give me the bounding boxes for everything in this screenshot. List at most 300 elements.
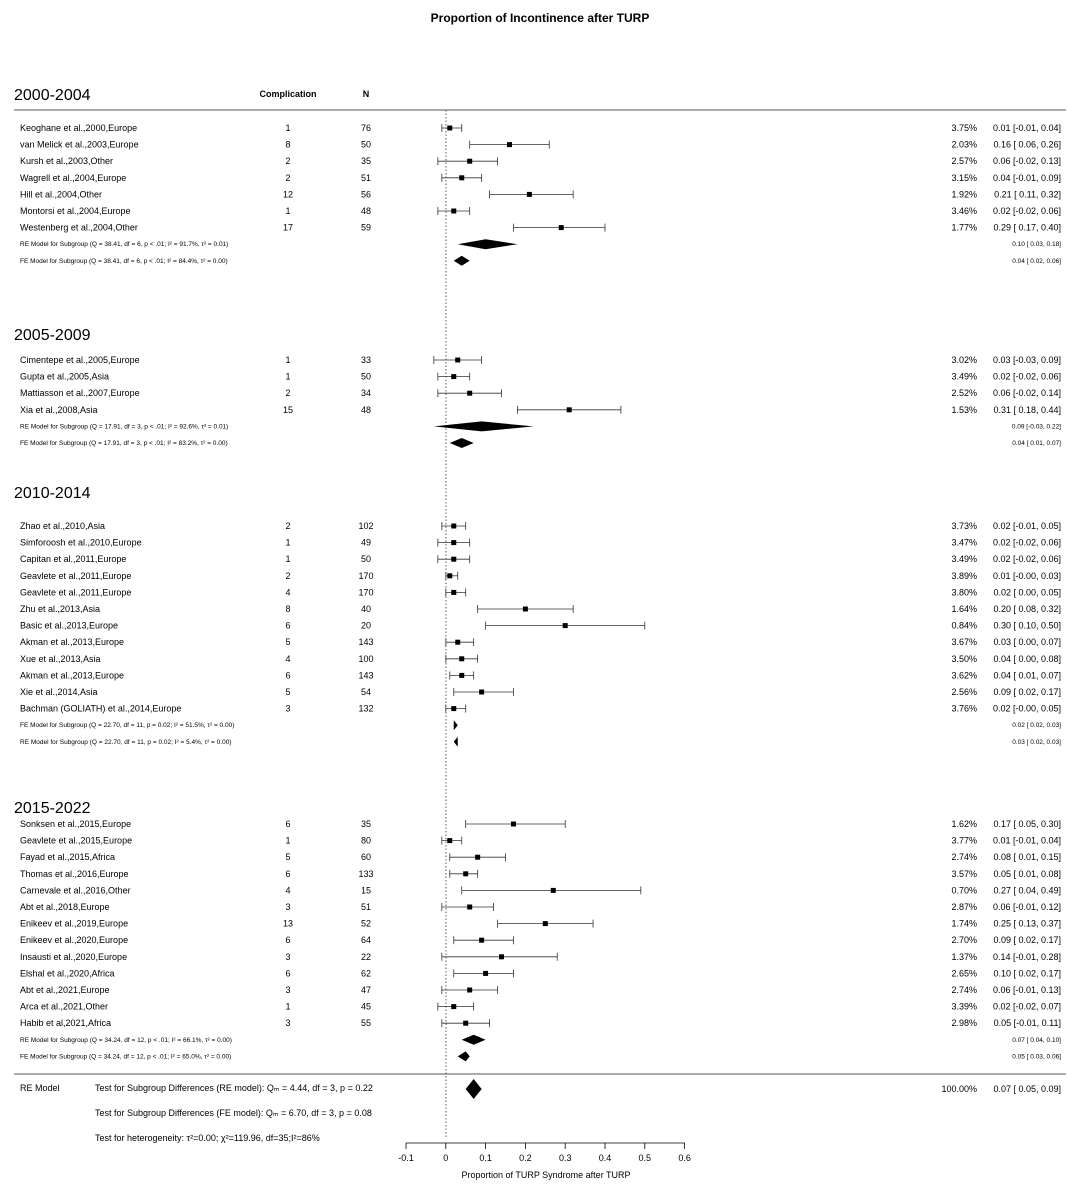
sample-size: 64 (360, 935, 372, 946)
study-row (20, 521, 1061, 531)
x-tick-label: 0.6 (678, 1153, 691, 1163)
complication-count: 5 (285, 852, 291, 863)
complication-count: 2 (285, 172, 291, 183)
point-estimate (527, 192, 532, 197)
study-weight: 3.49% (951, 554, 977, 565)
point-estimate (523, 607, 528, 612)
sample-size: 15 (360, 885, 372, 896)
group-2015-2022 (14, 800, 1061, 1061)
study-label: Akman et al.,2013,Europe (20, 637, 125, 648)
study-weight: 3.73% (951, 521, 977, 531)
study-weight: 2.03% (951, 139, 977, 150)
study-weight: 2.52% (951, 388, 977, 399)
study-label: Simforoosh et al.,2010,Europe (20, 537, 142, 548)
study-weight: 3.49% (951, 371, 977, 382)
test-subgroup-re: Test for Subgroup Differences (RE model): Qₘ = 4.44, df = 3, p = 0.22 (95, 1083, 373, 1093)
model-diamond (434, 421, 534, 431)
study-label: Zhu et al.,2013,Asia (20, 604, 101, 614)
group-title: 2005-2009 (14, 327, 91, 344)
study-ci: 0.21 [ 0.11, 0.32] (994, 189, 1061, 200)
study-row (20, 704, 1061, 714)
complication-count: 6 (285, 670, 291, 681)
model-label: FE Model for Subgroup (Q = 22.70, df = 11, p = 0.02; I² = 51.5%, τ² = 0.00) (20, 722, 235, 730)
complication-count: 17 (282, 222, 294, 233)
model-ci: 0.09 [-0.03, 0.22] (1011, 423, 1061, 431)
study-label: Carnevale et al.,2016,Other (20, 885, 131, 896)
study-ci: 0.06 [-0.02, 0.14] (992, 388, 1061, 399)
study-label: Elshal et al.,2020,Africa (20, 968, 115, 979)
complication-count: 4 (285, 587, 291, 598)
complication-count: 2 (285, 570, 291, 581)
study-row (20, 621, 1061, 631)
point-estimate (447, 573, 452, 578)
study-weight: 0.70% (951, 885, 977, 896)
complication-count: 4 (285, 885, 291, 896)
study-label: Abt et al.,2018,Europe (20, 902, 110, 912)
study-ci: 0.06 [-0.02, 0.13] (992, 156, 1061, 167)
complication-count: 12 (282, 189, 294, 200)
overall-model-label: RE Model (20, 1083, 60, 1093)
study-row (20, 985, 1061, 995)
study-ci: 0.02 [ 0.00, 0.05] (993, 587, 1061, 598)
study-row (20, 156, 1061, 166)
study-weight: 1.37% (951, 951, 977, 962)
study-weight: 2.87% (951, 902, 977, 912)
point-estimate (507, 142, 512, 147)
overall-layer (20, 1079, 1061, 1143)
x-axis (398, 1143, 691, 1180)
study-weight: 1.64% (951, 604, 977, 614)
complication-count: 4 (285, 653, 291, 664)
point-estimate (459, 175, 464, 180)
sample-size: 62 (360, 968, 372, 979)
sample-size: 50 (360, 371, 372, 382)
model-diamond (454, 737, 458, 747)
subgroup-model-row (20, 1051, 1061, 1061)
model-ci: 0.10 [ 0.03, 0.18] (1012, 241, 1061, 249)
model-diamond (450, 438, 474, 448)
study-ci: 0.03 [ 0.00, 0.07] (993, 637, 1061, 648)
sample-size: 132 (358, 703, 374, 714)
sample-size: 48 (360, 206, 372, 216)
study-row (20, 1002, 1061, 1012)
study-ci: 0.04 [-0.01, 0.09] (992, 172, 1061, 183)
model-diamond (462, 1035, 486, 1045)
complication-count: 15 (282, 404, 294, 415)
header-n: N (362, 89, 370, 99)
study-row (20, 637, 1061, 647)
group-title: 2015-2022 (14, 800, 91, 817)
study-row (20, 604, 1061, 614)
study-label: Bachman (GOLIATH) et al.,2014,Europe (20, 703, 182, 714)
sample-size: 20 (360, 620, 372, 631)
complication-count: 1 (285, 554, 291, 565)
subgroup-model-row (20, 239, 1061, 249)
complication-count: 2 (285, 521, 291, 531)
sample-size: 33 (360, 355, 372, 365)
study-label: Keoghane et al.,2000,Europe (20, 123, 138, 133)
study-row (20, 885, 1061, 895)
study-label: Westenberg et al.,2004,Other (20, 222, 138, 233)
complication-count: 13 (282, 918, 294, 929)
overall-diamond (466, 1079, 482, 1099)
group-title: 2010-2014 (14, 485, 91, 502)
study-ci: 0.17 [ 0.05, 0.30] (993, 819, 1061, 829)
study-row (20, 902, 1061, 912)
point-estimate (467, 905, 472, 910)
study-label: Arca et al.,2021,Other (20, 1001, 109, 1012)
point-estimate (543, 921, 548, 926)
point-estimate (463, 871, 468, 876)
study-row (20, 836, 1061, 846)
study-row (20, 173, 1061, 183)
study-row (20, 189, 1061, 199)
model-label: FE Model for Subgroup (Q = 17.91, df = 3, p < .01; I² = 83.2%, τ² = 0.00) (20, 440, 228, 447)
study-label: Basic et al.,2013,Europe (20, 620, 119, 631)
complication-count: 8 (285, 604, 291, 614)
study-ci: 0.09 [ 0.02, 0.17] (993, 687, 1061, 697)
sample-size: 52 (360, 918, 372, 929)
study-ci: 0.14 [-0.01, 0.28] (992, 951, 1061, 962)
point-estimate (467, 159, 472, 164)
study-weight: 3.39% (951, 1001, 977, 1012)
complication-count: 2 (285, 156, 291, 167)
study-weight: 3.50% (951, 653, 977, 664)
study-weight: 1.53% (951, 404, 977, 415)
sample-size: 50 (360, 554, 372, 565)
point-estimate (455, 640, 460, 645)
study-weight: 3.76% (951, 703, 977, 714)
study-ci: 0.02 [-0.02, 0.06] (992, 371, 1061, 382)
study-row (20, 355, 1061, 365)
study-row (20, 869, 1061, 879)
study-ci: 0.01 [-0.01, 0.04] (992, 123, 1061, 133)
study-row (20, 968, 1061, 978)
sample-size: 45 (360, 1001, 372, 1012)
point-estimate (567, 407, 572, 412)
model-label: RE Model for Subgroup (Q = 34.24, df = 12, p < .01; I² = 66.1%, τ² = 0.00) (20, 1036, 232, 1044)
study-weight: 2.65% (951, 968, 977, 979)
complication-count: 1 (285, 835, 291, 846)
model-diamond (458, 239, 518, 249)
point-estimate (511, 822, 516, 827)
study-weight: 3.47% (951, 537, 977, 548)
study-weight: 3.75% (951, 123, 977, 133)
study-weight: 3.62% (951, 670, 977, 681)
study-label: Abt et al.,2021,Europe (20, 985, 110, 995)
complication-count: 3 (285, 951, 291, 962)
sample-size: 40 (360, 604, 372, 614)
study-weight: 2.70% (951, 935, 977, 946)
sample-size: 143 (358, 637, 374, 648)
study-weight: 0.84% (951, 620, 977, 631)
study-weight: 3.57% (951, 868, 977, 879)
subgroup-model-row (20, 438, 1061, 448)
complication-count: 3 (285, 1018, 291, 1029)
study-row (20, 852, 1061, 862)
point-estimate (499, 954, 504, 959)
study-weight: 1.62% (951, 819, 977, 829)
point-estimate (451, 1004, 456, 1009)
model-diamond (458, 1051, 470, 1061)
subgroup-model-row (20, 256, 1061, 266)
sample-size: 51 (360, 172, 372, 183)
study-ci: 0.20 [ 0.08, 0.32] (993, 604, 1061, 614)
sample-size: 55 (360, 1018, 372, 1029)
study-row (20, 1018, 1061, 1028)
sample-size: 59 (360, 222, 372, 233)
sample-size: 48 (360, 404, 372, 415)
point-estimate (451, 540, 456, 545)
groups-layer (14, 87, 1061, 1061)
study-row (20, 654, 1061, 664)
sample-size: 56 (360, 189, 372, 200)
study-ci: 0.01 [-0.00, 0.03] (992, 570, 1061, 581)
study-row (20, 223, 1061, 233)
group-2005-2009 (14, 327, 1061, 448)
sample-size: 22 (360, 951, 372, 962)
subgroup-model-row (20, 737, 1061, 747)
point-estimate (451, 557, 456, 562)
study-ci: 0.27 [ 0.04, 0.49] (993, 885, 1061, 896)
point-estimate (459, 656, 464, 661)
point-estimate (551, 888, 556, 893)
x-axis-label: Proportion of TURP Syndrome after TURP (461, 1170, 631, 1180)
study-weight: 2.98% (951, 1018, 977, 1029)
study-label: Wagrell et al.,2004,Europe (20, 172, 127, 183)
x-tick-label: 0.3 (558, 1153, 572, 1163)
study-label: Zhao et al.,2010,Asia (20, 521, 106, 531)
point-estimate (455, 358, 460, 363)
study-ci: 0.02 [-0.02, 0.07] (992, 1001, 1061, 1012)
complication-count: 6 (285, 935, 291, 946)
model-ci: 0.05 [ 0.03, 0.06] (1012, 1053, 1061, 1061)
study-ci: 0.04 [ 0.00, 0.08] (993, 653, 1061, 664)
study-label: Sonksen et al.,2015,Europe (20, 819, 132, 829)
study-ci: 0.29 [ 0.17, 0.40] (993, 222, 1061, 233)
point-estimate (463, 1021, 468, 1026)
sample-size: 54 (360, 687, 372, 697)
study-label: Montorsi et al.,2004,Europe (20, 206, 131, 216)
study-label: van Melick et al.,2003,Europe (20, 139, 139, 150)
study-weight: 3.15% (951, 172, 977, 183)
sample-size: 133 (358, 868, 374, 879)
complication-count: 1 (285, 123, 291, 133)
model-diamond (454, 256, 470, 266)
subgroup-model-row (20, 421, 1061, 431)
overall-ci: 0.07 [ 0.05, 0.09] (993, 1084, 1061, 1094)
study-weight: 3.80% (951, 587, 977, 598)
study-row (20, 405, 1061, 415)
point-estimate (459, 673, 464, 678)
point-estimate (483, 971, 488, 976)
sample-size: 49 (360, 537, 372, 548)
study-ci: 0.05 [ 0.01, 0.08] (993, 868, 1061, 879)
sample-size: 47 (360, 985, 372, 995)
study-row (20, 819, 1061, 829)
study-row (20, 140, 1061, 150)
complication-count: 5 (285, 637, 291, 648)
test-heterogeneity: Test for heterogeneity: τ²=0.00; χ²=119.96, df=35;I²=86% (95, 1133, 320, 1143)
group-2010-2014 (14, 485, 1061, 747)
sample-size: 60 (360, 852, 372, 863)
sample-size: 102 (358, 521, 374, 531)
point-estimate (451, 706, 456, 711)
model-label: FE Model for Subgroup (Q = 34.24, df = 12, p < .01; I² = 65.0%, τ² = 0.00) (20, 1053, 232, 1061)
model-ci: 0.03 [ 0.02, 0.03] (1012, 738, 1061, 746)
sample-size: 34 (360, 388, 372, 399)
study-ci: 0.02 [-0.00, 0.05] (992, 703, 1061, 714)
study-label: Geavlete et al.,2011,Europe (20, 587, 132, 598)
study-row (20, 919, 1061, 929)
study-row (20, 952, 1061, 962)
model-ci: 0.04 [ 0.02, 0.06] (1012, 257, 1061, 265)
study-label: Enikeev et al.,2019,Europe (20, 918, 129, 929)
point-estimate (447, 126, 452, 131)
group-title: 2000-2004 (14, 87, 91, 104)
study-ci: 0.02 [-0.02, 0.06] (992, 206, 1061, 216)
study-row (20, 538, 1061, 548)
study-weight: 3.67% (951, 637, 977, 648)
study-ci: 0.30 [ 0.10, 0.50] (993, 620, 1061, 631)
study-label: Xia et al.,2008,Asia (20, 404, 98, 415)
complication-count: 6 (285, 620, 291, 631)
study-label: Akman et al.,2013,Europe (20, 670, 125, 681)
study-label: Xue et al.,2013,Asia (20, 653, 101, 664)
study-label: Thomas et al.,2016,Europe (20, 868, 129, 879)
model-ci: 0.07 [ 0.04, 0.10] (1012, 1036, 1061, 1044)
model-ci: 0.04 [ 0.01, 0.07] (1012, 440, 1061, 447)
x-tick-label: -0.1 (398, 1153, 414, 1163)
sample-size: 50 (360, 139, 372, 150)
x-tick-label: 0.2 (519, 1153, 532, 1163)
overall-weight: 100.00% (941, 1084, 977, 1094)
group-2000-2004 (14, 87, 1061, 266)
complication-count: 6 (285, 819, 291, 829)
study-label: Geavlete et al.,2015,Europe (20, 835, 133, 846)
study-row (20, 123, 1061, 133)
study-ci: 0.08 [ 0.01, 0.15] (993, 852, 1061, 863)
header-complication: Complication (259, 89, 317, 99)
study-weight: 2.74% (951, 985, 977, 995)
model-label: RE Model for Subgroup (Q = 38.41, df = 6, p < .01; I² = 91.7%, τ² = 0.01) (20, 241, 229, 249)
model-ci: 0.02 [ 0.02, 0.03] (1012, 722, 1061, 730)
study-label: Insausti et al.,2020,Europe (20, 951, 128, 962)
study-ci: 0.04 [ 0.01, 0.07] (993, 670, 1061, 681)
study-ci: 0.02 [-0.02, 0.06] (992, 554, 1061, 565)
model-label: RE Model for Subgroup (Q = 22.70, df = 11, p = 0.02; I² = 5.4%, τ² = 0.00) (20, 738, 232, 746)
sample-size: 76 (360, 123, 372, 133)
complication-count: 1 (285, 371, 291, 382)
study-ci: 0.01 [-0.01, 0.04] (992, 835, 1061, 846)
study-weight: 2.74% (951, 852, 977, 863)
study-ci: 0.06 [-0.01, 0.13] (992, 985, 1061, 995)
point-estimate (563, 623, 568, 628)
point-estimate (447, 838, 452, 843)
study-label: Enikeev et al.,2020,Europe (20, 935, 129, 946)
complication-count: 1 (285, 206, 291, 216)
sample-size: 51 (360, 902, 372, 912)
study-weight: 1.74% (951, 918, 977, 929)
study-weight: 3.77% (951, 835, 977, 846)
study-label: Xie et al.,2014,Asia (20, 687, 98, 697)
subgroup-model-row (20, 720, 1061, 730)
point-estimate (479, 938, 484, 943)
study-ci: 0.06 [-0.01, 0.12] (992, 902, 1061, 912)
study-ci: 0.16 [ 0.06, 0.26] (993, 139, 1061, 150)
study-weight: 1.92% (951, 189, 977, 200)
study-row (20, 935, 1061, 945)
x-tick-label: 0.1 (479, 1153, 492, 1163)
study-ci: 0.02 [-0.02, 0.06] (992, 537, 1061, 548)
sample-size: 35 (360, 156, 372, 167)
test-subgroup-fe: Test for Subgroup Differences (FE model): Qₘ = 6.70, df = 3, p = 0.08 (95, 1108, 372, 1118)
study-weight: 3.46% (951, 206, 977, 216)
model-label: RE Model for Subgroup (Q = 17.91, df = 3, p < .01; I² = 92.6%, τ² = 0.01) (20, 423, 229, 431)
study-row (20, 372, 1061, 382)
study-ci: 0.03 [-0.03, 0.09] (992, 355, 1061, 365)
study-row (20, 388, 1061, 398)
complication-count: 1 (285, 537, 291, 548)
point-estimate (451, 590, 456, 595)
point-estimate (451, 524, 456, 529)
study-label: Hill et al.,2004,Other (20, 189, 103, 200)
point-estimate (451, 209, 456, 214)
study-weight: 1.77% (951, 222, 977, 233)
study-label: Fayad et al.,2015,Africa (20, 852, 116, 863)
sample-size: 170 (358, 570, 374, 581)
model-diamond (454, 720, 458, 730)
x-tick-label: 0 (443, 1153, 449, 1163)
study-label: Capitan et al.,2011,Europe (20, 554, 127, 565)
point-estimate (467, 391, 472, 396)
complication-count: 1 (285, 355, 291, 365)
study-row (20, 670, 1061, 680)
study-label: Geavlete et al.,2011,Europe (20, 570, 132, 581)
study-ci: 0.05 [-0.01, 0.11] (993, 1018, 1061, 1029)
study-ci: 0.31 [ 0.18, 0.44] (993, 404, 1061, 415)
sample-size: 143 (358, 670, 374, 681)
point-estimate (475, 855, 480, 860)
study-label: Cimentepe et al.,2005,Europe (20, 355, 140, 365)
study-ci: 0.25 [ 0.13, 0.37] (993, 918, 1061, 929)
study-ci: 0.02 [-0.01, 0.05] (992, 521, 1061, 531)
point-estimate (451, 374, 456, 379)
study-row (20, 571, 1061, 581)
complication-count: 3 (285, 703, 291, 714)
x-tick-label: 0.5 (638, 1153, 652, 1163)
study-label: Mattiasson et al.,2007,Europe (20, 388, 140, 399)
study-weight: 3.02% (951, 355, 977, 365)
complication-count: 1 (285, 1001, 291, 1012)
complication-count: 3 (285, 985, 291, 995)
study-row (20, 587, 1061, 597)
sample-size: 35 (360, 819, 372, 829)
sample-size: 170 (358, 587, 374, 598)
complication-count: 6 (285, 968, 291, 979)
chart-title: Proportion of Incontinence after TURP (430, 11, 650, 25)
study-row (20, 206, 1061, 216)
study-weight: 3.89% (951, 570, 977, 581)
study-weight: 2.57% (951, 156, 977, 167)
study-row (20, 687, 1061, 697)
study-ci: 0.10 [ 0.02, 0.17] (993, 968, 1061, 979)
complication-count: 6 (285, 868, 291, 879)
complication-count: 8 (285, 139, 291, 150)
subgroup-model-row (20, 1035, 1061, 1045)
study-label: Kursh et al.,2003,Other (20, 156, 114, 167)
study-row (20, 554, 1061, 564)
